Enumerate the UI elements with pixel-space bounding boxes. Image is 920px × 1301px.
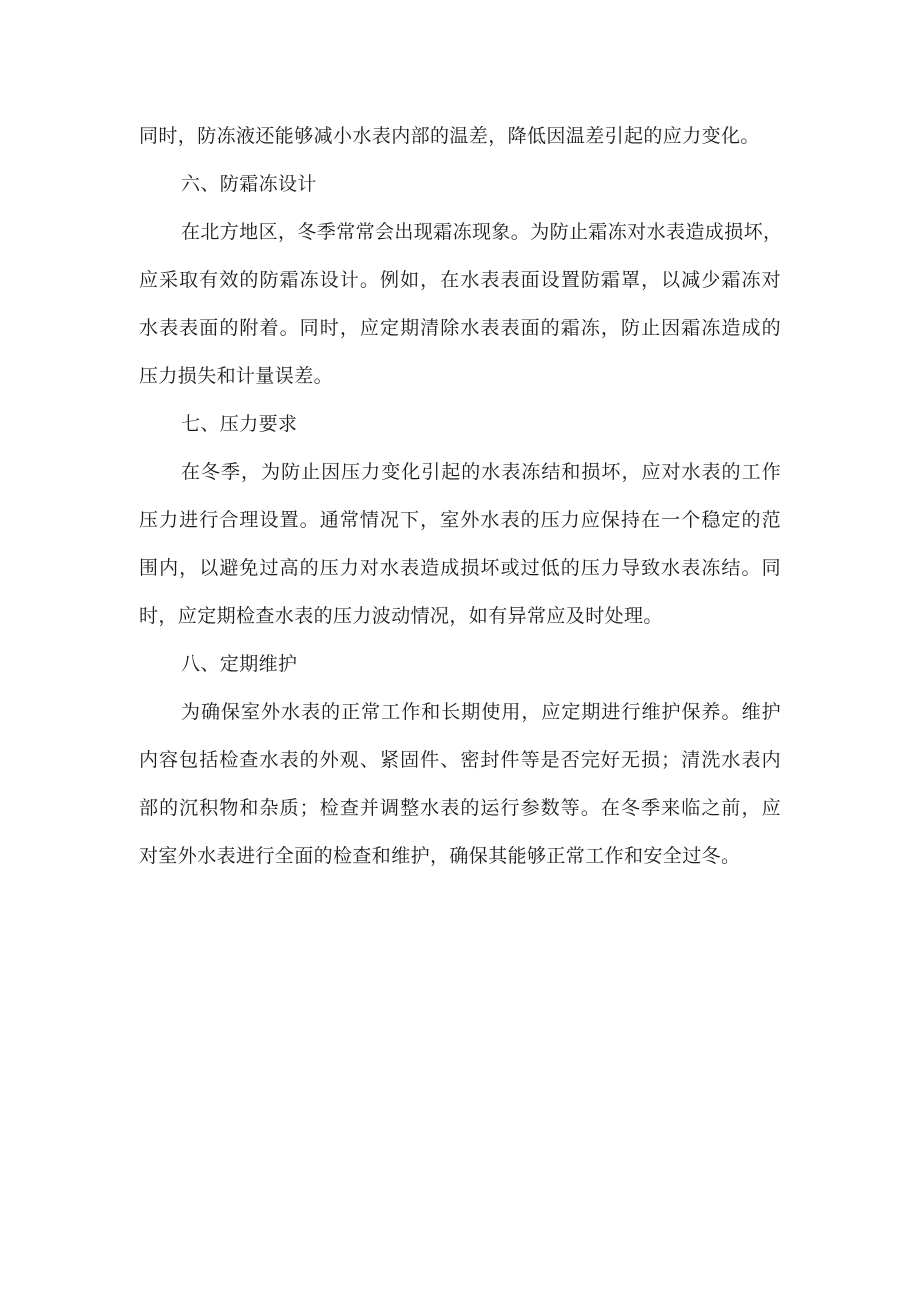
section-pressure-requirements	[139, 412, 781, 628]
paragraph-line: 同时，防冻液还能够减小水表内部的温差，降低因温差引起的应力变化。	[139, 125, 760, 147]
section-paragraph	[139, 700, 781, 868]
paragraph-line: 在北方地区，冬季常常会出现霜冻现象。为防止霜冻对水表造成损坏，	[181, 221, 783, 243]
paragraph-line: 内容包括检查水表的外观、紧固件、密封件等是否完好无损；清洗水表内	[139, 749, 781, 771]
section-heading: 七、压力要求	[181, 413, 298, 435]
paragraph-line: 对室外水表进行全面的检查和维护，确保其能够正常工作和安全过冬。	[139, 845, 741, 867]
section-heading: 八、定期维护	[181, 653, 298, 675]
section-heading: 六、防霜冻设计	[181, 173, 317, 195]
section-regular-maintenance	[139, 652, 781, 868]
paragraph-line: 水表表面的附着。同时，应定期清除水表表面的霜冻，防止因霜冻造成的	[139, 317, 781, 339]
section-frost-design	[139, 172, 781, 388]
paragraph-line: 时，应定期检查水表的压力波动情况，如有异常应及时处理。	[139, 605, 663, 627]
paragraph-line: 为确保室外水表的正常工作和长期使用，应定期进行维护保养。维护	[181, 701, 781, 723]
paragraph-line: 围内，以避免过高的压力对水表造成损坏或过低的压力导致水表冻结。同	[139, 557, 781, 579]
paragraph-line: 压力损失和计量误差。	[139, 365, 334, 387]
intro-paragraph	[139, 124, 781, 148]
paragraph-line: 在冬季，为防止因压力变化引起的水表冻结和损坏，应对水表的工作	[181, 461, 781, 483]
section-paragraph	[139, 460, 781, 628]
paragraph-line: 应采取有效的防霜冻设计。例如，在水表表面设置防霜罩，以减少霜冻对	[139, 269, 781, 291]
paragraph-line: 压力进行合理设置。通常情况下，室外水表的压力应保持在一个稳定的范	[139, 509, 781, 531]
document-body	[139, 124, 781, 892]
paragraph-line: 部的沉积物和杂质；检查并调整水表的运行参数等。在冬季来临之前，应	[139, 797, 781, 819]
section-paragraph	[139, 220, 781, 388]
